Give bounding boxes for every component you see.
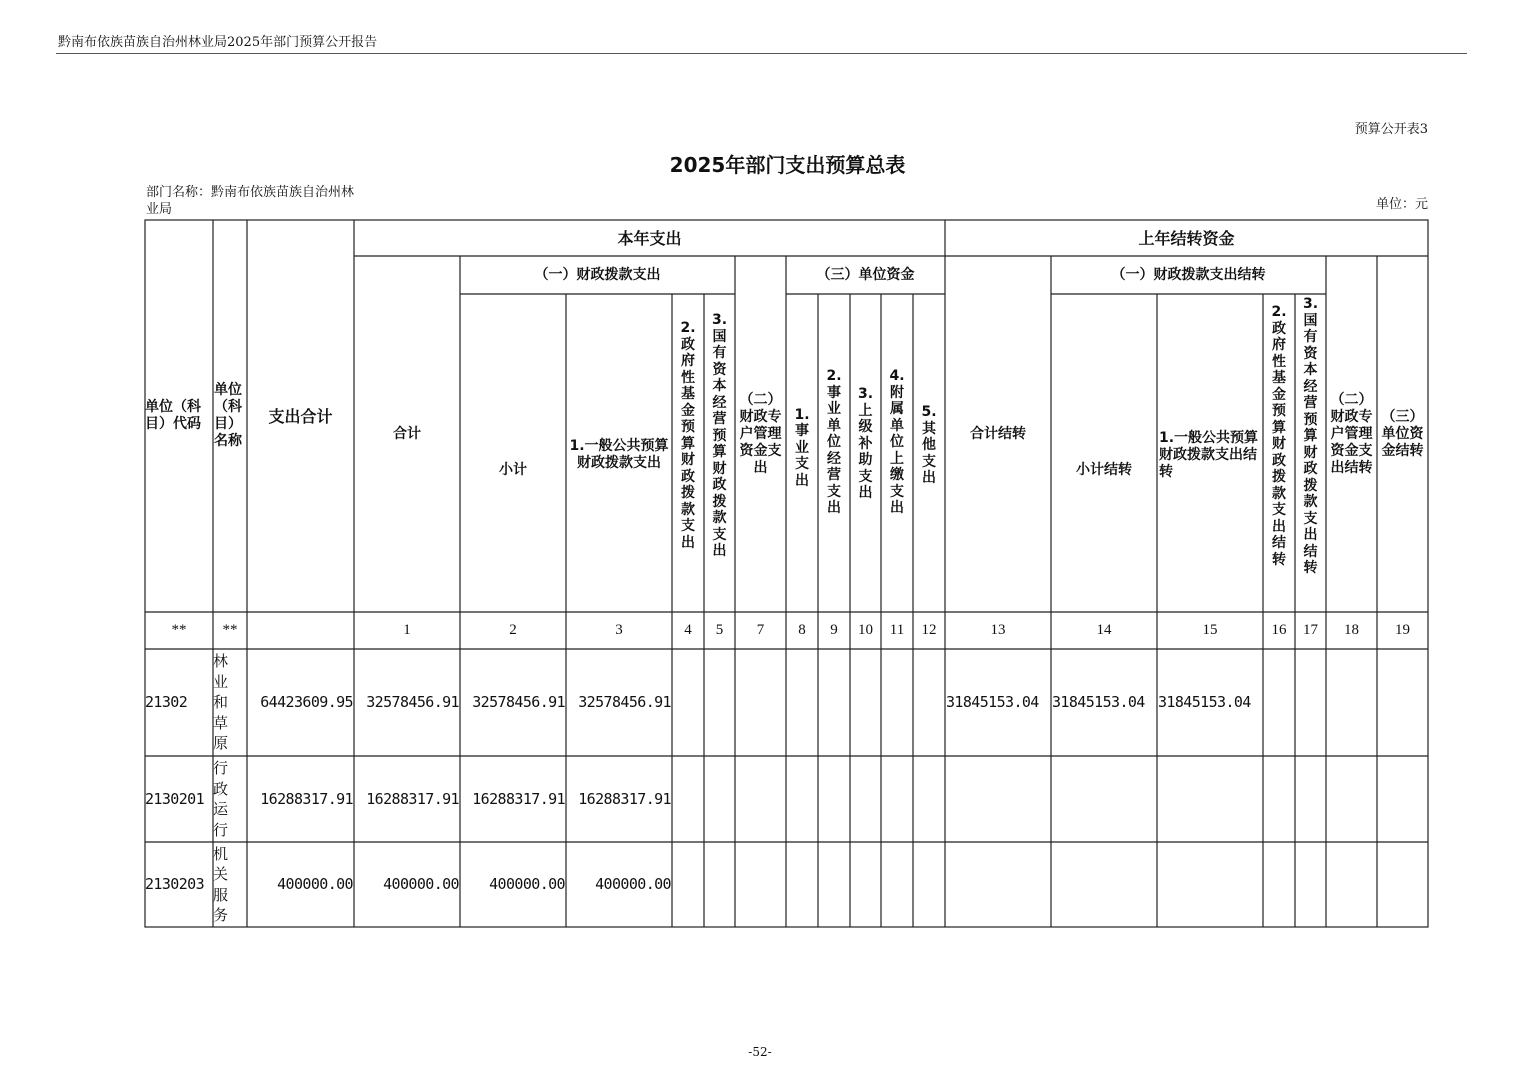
- header-expenditure-total: 支出合计: [268, 406, 333, 426]
- header-prior-gov-fund: 2.政府性基金预算财政拨款支出结转: [1271, 304, 1287, 568]
- header-current-fiscal: （一）财政拨款支出: [534, 266, 661, 283]
- header-prior-state-capital: 3.国有资本经营预算财政拨款支出结转: [1302, 296, 1319, 576]
- header-current-year: 本年支出: [617, 228, 682, 248]
- row-name: 机关服务: [213, 844, 229, 924]
- index-cell: 4: [684, 622, 692, 638]
- index-cell: 1: [403, 622, 411, 638]
- header-current-special-account: （二）财政专户管理资金支出: [739, 391, 782, 476]
- row-current-total: 400000.00: [383, 875, 459, 893]
- header-prior-subtotal: 小计结转: [1076, 461, 1132, 478]
- header-prior-special-account: （二）财政专户管理资金支出结转: [1330, 391, 1373, 476]
- index-cell: 18: [1344, 622, 1359, 638]
- header-current-total: 合计: [393, 425, 421, 442]
- index-cell: 2: [509, 622, 517, 638]
- header-prior-unit-funds: （三）单位资金结转: [1381, 408, 1424, 459]
- index-cell: 9: [830, 622, 838, 638]
- index-cell: 8: [798, 622, 806, 638]
- index-cell: 5: [715, 622, 724, 638]
- header-current-u3: 3.上级补助支出: [857, 386, 874, 501]
- row-current-subtotal: 32578456.91: [472, 693, 565, 711]
- row-name: 行政运行: [213, 759, 229, 839]
- table-number: 预算公开表3: [1354, 122, 1428, 137]
- header-current-general: 1.一般公共预算财政拨款支出: [569, 438, 669, 471]
- row-current-general: 32578456.91: [578, 693, 671, 711]
- row-current-subtotal: 400000.00: [489, 875, 565, 893]
- report-header: 黔南布依族苗族自治州林业局2025年部门预算公开报告: [58, 35, 378, 50]
- page-number: -52-: [748, 1045, 772, 1059]
- row-code: 2130201: [145, 789, 205, 808]
- header-prior-fiscal: （一）财政拨款支出结转: [1111, 266, 1266, 283]
- index-cell: 13: [990, 622, 1006, 638]
- row-prior-general: 31845153.04: [1158, 693, 1251, 711]
- index-cell: 16: [1271, 622, 1287, 638]
- header-current-unit-funds: （三）单位资金: [816, 266, 915, 283]
- row-current-total: 16288317.91: [366, 789, 459, 808]
- row-prior-subtotal: 31845153.04: [1052, 693, 1145, 711]
- index-cell: 19: [1395, 622, 1410, 638]
- index-cell: **: [222, 622, 238, 638]
- header-current-u2: 2.事业单位经营支出: [826, 368, 842, 516]
- index-cell: 3: [615, 622, 623, 638]
- index-cell: **: [171, 622, 187, 638]
- index-cell: 15: [1202, 622, 1218, 638]
- header-current-gov-fund: 2.政府性基金预算财政拨款支出: [680, 320, 696, 551]
- row-prior-total: 31845153.04: [946, 693, 1039, 711]
- header-divider: [56, 53, 1467, 54]
- row-code: 21302: [145, 693, 188, 711]
- header-current-u4: 4.附属单位上缴支出: [889, 368, 905, 516]
- index-cell: 17: [1303, 622, 1318, 638]
- index-cell: 11: [889, 622, 905, 638]
- header-current-u1: 1.事业支出: [794, 406, 810, 489]
- header-prior-total: 合计结转: [970, 425, 1026, 442]
- row-current-general: 400000.00: [595, 875, 671, 893]
- department-name: 部门名称：黔南布依族苗族自治州林业局: [146, 185, 355, 217]
- row-total: 16288317.91: [260, 789, 353, 808]
- row-current-total: 32578456.91: [366, 693, 459, 711]
- page-title: 2025年部门支出预算总表: [669, 153, 906, 177]
- row-total: 400000.00: [277, 875, 353, 893]
- currency-unit: 单位：元: [1375, 197, 1428, 212]
- header-prior-general: 1.一般公共预算财政拨款支出结转: [1159, 429, 1259, 480]
- header-current-u5: 5.其他支出: [921, 404, 937, 486]
- header-unit-name: 单位（科目）名称: [214, 382, 242, 449]
- row-code: 2130203: [145, 875, 205, 893]
- header-unit-code: 单位（科目）代码: [145, 399, 201, 432]
- row-current-general: 16288317.91: [578, 789, 671, 808]
- row-name: 林业和草原: [213, 652, 229, 753]
- index-cell: 7: [756, 622, 765, 638]
- row-total: 64423609.95: [260, 693, 353, 711]
- index-cell: 14: [1096, 622, 1112, 638]
- header-prior-carryover: 上年结转资金: [1138, 228, 1235, 248]
- header-current-state-capital: 3.国有资本经营预算财政拨款支出: [711, 312, 728, 559]
- index-cell: [247, 612, 354, 649]
- index-cell: 10: [858, 622, 873, 638]
- header-current-subtotal: 小计: [499, 461, 527, 478]
- row-current-subtotal: 16288317.91: [472, 789, 565, 808]
- index-cell: 12: [921, 622, 937, 638]
